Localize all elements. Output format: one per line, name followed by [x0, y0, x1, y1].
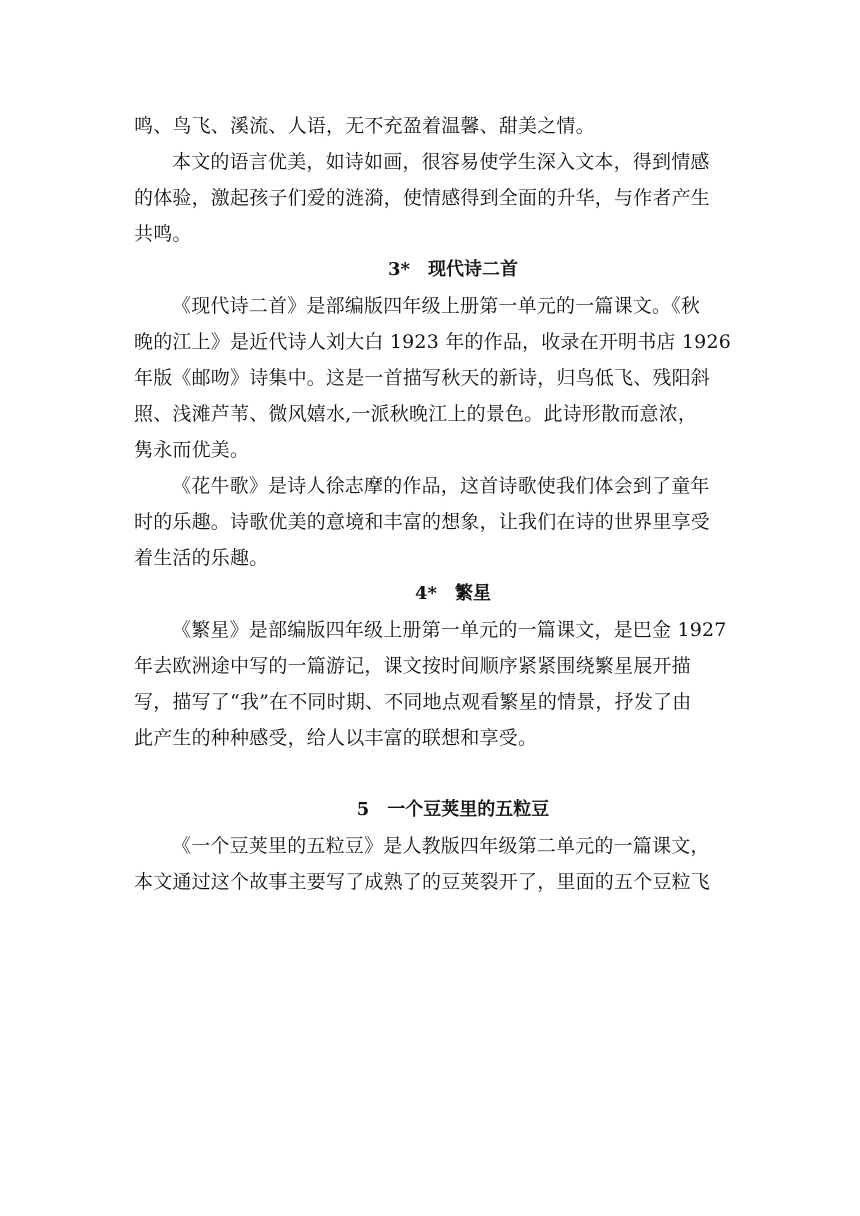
paragraph-line: 年去欧洲途中写的一篇游记，课文按时间顺序紧紧围绕繁星展开描 — [134, 655, 691, 677]
paragraph-line: 时的乐趣。诗歌优美的意境和丰富的想象，让我们在诗的世界里享受 — [134, 511, 711, 533]
paragraph-line: 写，描写了“我”在不同时期、不同地点观看繁星的情景，抒发了由 — [134, 691, 692, 713]
paragraph-line: 隽永而优美。 — [134, 439, 250, 461]
paragraph-line: 此产生的种种感受，给人以丰富的联想和享受。 — [134, 727, 538, 749]
section-heading-4: 4* 繁星 — [415, 583, 491, 604]
paragraph-line: 的体验，激起孩子们爱的涟漪，使情感得到全面的升华，与作者产生 — [134, 187, 711, 209]
paragraph-line: 共鸣。 — [134, 223, 192, 245]
section-heading-5: 5 一个豆荚里的五粒豆 — [356, 799, 550, 820]
blank-line — [134, 756, 732, 792]
paragraph-line: 《现代诗二首》是部编版四年级上册第一单元的一篇课文。《秋 — [172, 295, 701, 317]
paragraph-line: 《一个豆荚里的五粒豆》是人教版四年级第二单元的一篇课文， — [172, 835, 710, 857]
paragraph-line: 本文通过这个故事主要写了成熟了的豆荚裂开了，里面的五个豆粒飞 — [134, 871, 711, 893]
section-heading-3: 3* 现代诗二首 — [388, 259, 518, 280]
paragraph-line: 着生活的乐趣。 — [134, 547, 269, 569]
paragraph-line: 晚的江上》是近代诗人刘大白 1923 年的作品，收录在开明书店 1926 — [134, 331, 732, 353]
paragraph-line: 年版《邮吻》诗集中。这是一首描写秋天的新诗，归鸟低飞、残阳斜 — [134, 367, 711, 389]
paragraph-line: 《繁星》是部编版四年级上册第一单元的一篇课文，是巴金 1927 — [172, 619, 727, 641]
paragraph-line: 鸣、鸟飞、溪流、人语，无不充盈着温馨、甜美之情。 — [134, 115, 595, 137]
paragraph-line: 《花牛歌》是诗人徐志摩的作品，这首诗歌使我们体会到了童年 — [172, 475, 710, 497]
paragraph-line: 本文的语言优美，如诗如画，很容易使学生深入文本，得到情感 — [172, 151, 710, 173]
document-page — [134, 108, 732, 900]
paragraph-line: 照、浅滩芦苇、微风嬉水,一派秋晚江上的景色。此诗形散而意浓， — [134, 403, 698, 425]
